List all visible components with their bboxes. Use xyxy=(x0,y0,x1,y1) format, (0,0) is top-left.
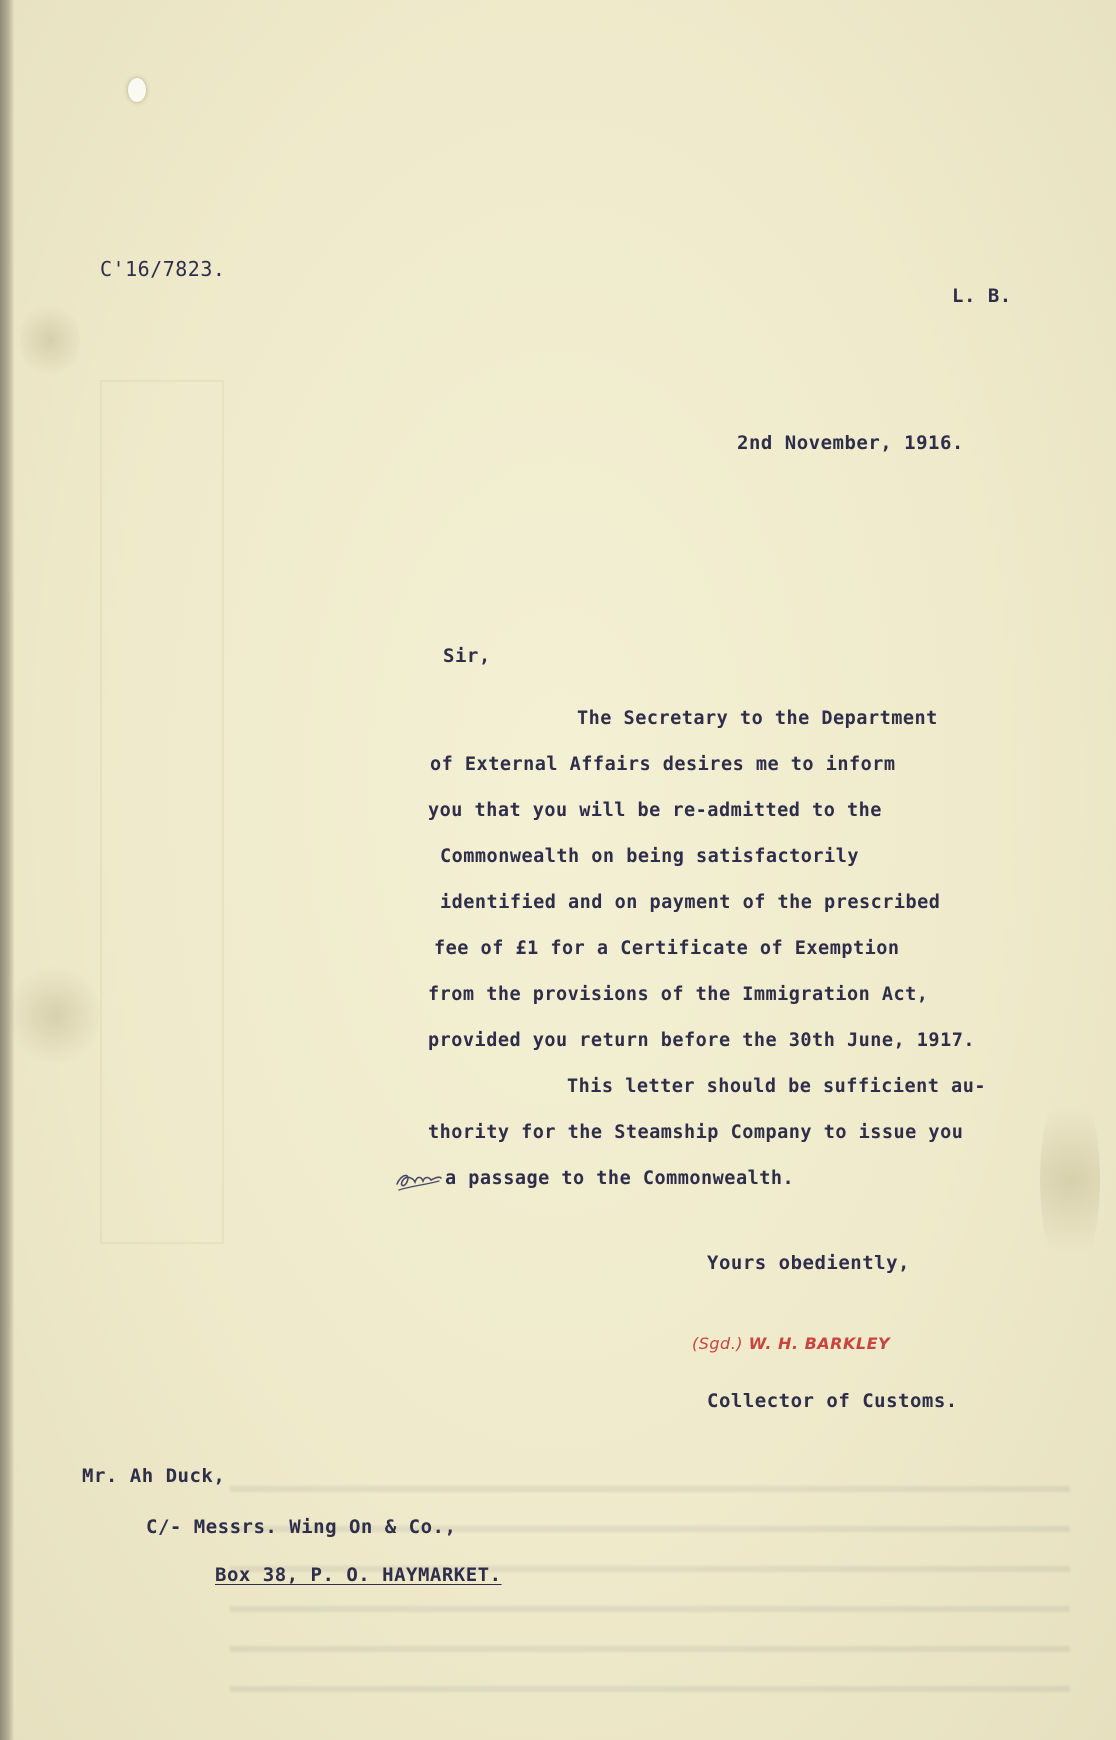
body-line: provided you return before the 30th June, 1917. xyxy=(428,1030,975,1051)
body-line: Commonwealth on being satisfactorily xyxy=(440,846,859,867)
paper-stain xyxy=(1040,1080,1100,1280)
watermark xyxy=(100,380,224,1244)
body-line: thority for the Steamship Company to issue you xyxy=(428,1122,964,1143)
signature-name: W. H. BARKLEY xyxy=(748,1334,891,1353)
letter-date: 2nd November, 1916. xyxy=(737,432,964,454)
body-line: This letter should be sufficient au- xyxy=(567,1076,986,1097)
file-reference: C'16/7823. xyxy=(100,257,226,281)
handwritten-initials-icon xyxy=(393,1166,445,1194)
salutation: Sir, xyxy=(443,645,491,667)
body-line: of External Affairs desires me to inform xyxy=(430,754,896,775)
recipient-care-of: C/- Messrs. Wing On & Co., xyxy=(146,1516,457,1538)
signature-stamp xyxy=(692,1333,890,1355)
closing: Yours obediently, xyxy=(707,1252,910,1274)
paper-stain xyxy=(10,960,100,1070)
body-line: The Secretary to the Department xyxy=(577,708,938,729)
signature-prefix: (Sgd.) xyxy=(692,1334,744,1353)
signatory-title: Collector of Customs. xyxy=(707,1390,958,1412)
initials-code: L. B. xyxy=(952,285,1012,307)
binding-edge xyxy=(0,0,14,1740)
recipient-address: Box 38, P. O. HAYMARKET. xyxy=(215,1564,502,1586)
recipient-name: Mr. Ah Duck, xyxy=(82,1465,226,1487)
body-line: from the provisions of the Immigration Act, xyxy=(428,984,929,1005)
body-line: you that you will be re-admitted to the xyxy=(428,800,882,821)
body-line: a passage to the Commonwealth. xyxy=(445,1168,795,1189)
body-line: fee of £1 for a Certificate of Exemption xyxy=(434,938,900,959)
body-line: identified and on payment of the prescribed xyxy=(440,892,941,913)
punch-hole xyxy=(128,78,146,102)
paper-stain xyxy=(20,300,80,380)
